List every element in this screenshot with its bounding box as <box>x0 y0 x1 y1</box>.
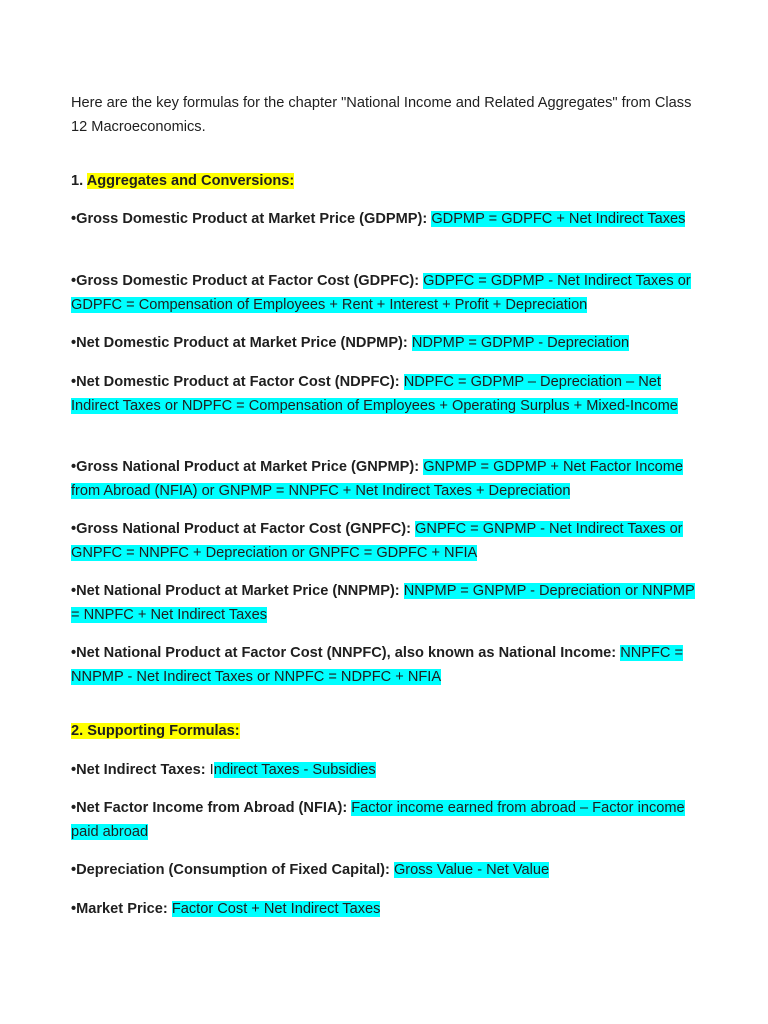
formula-gnpmp <box>71 455 703 503</box>
section-2-heading <box>71 719 703 743</box>
formula-label: •Net Domestic Product at Market Price (NDPMP): <box>71 335 412 351</box>
formula-label: •Gross Domestic Product at Market Price (GDPMP): <box>71 211 432 227</box>
section-1-number: 1. <box>71 173 87 189</box>
formula-gdpfc <box>71 269 703 317</box>
formula-gnpfc <box>71 517 703 565</box>
formula-label: •Depreciation (Consumption of Fixed Capital): <box>71 862 394 878</box>
formula-label: •Gross National Product at Market Price (GNPMP): <box>71 459 424 475</box>
section-2-title: 2. Supporting Formulas: <box>71 723 240 739</box>
formula-gdpmp <box>71 207 703 231</box>
formula-label: •Net National Product at Market Price (NNPMP): <box>71 583 404 599</box>
formula-ndpmp <box>71 331 703 355</box>
formula-nfia <box>71 796 703 844</box>
intro-paragraph: Here are the key formulas for the chapter "National Income and Related Aggregates" from Class 12 Macroeconomics. <box>71 95 692 135</box>
formula-text: GDPMP = GDPFC + Net Indirect Taxes <box>431 211 686 227</box>
section-1-title: Aggregates and Conversions: <box>86 173 295 189</box>
formula-net-indirect-taxes <box>71 758 703 782</box>
formula-market-price <box>71 897 703 921</box>
formula-prefix: I <box>209 762 214 778</box>
formula-label: •Market Price: <box>71 901 172 917</box>
formula-text: NDPFC = GDPMP – Depreciation – Net Indirect Taxes or NDPFC = Compensation of Employees + Operating Surplus + Mixed-Income <box>71 374 678 414</box>
formula-nnpfc <box>71 641 703 689</box>
formula-label: •Gross National Product at Factor Cost (GNPFC): <box>71 521 416 537</box>
formula-ndpfc <box>71 370 703 418</box>
formula-nnpmp <box>71 579 703 627</box>
formula-text: Factor Cost + Net Indirect Taxes <box>171 901 381 917</box>
formula-text: ndirect Taxes - Subsidies <box>213 762 376 778</box>
formula-text: GNPFC = GNPMP - Net Indirect Taxes or GNPFC = NNPFC + Depreciation or GNPFC = GDPFC + NFIA <box>71 521 683 561</box>
formula-text: NDPMP = GDPMP - Depreciation <box>411 335 630 351</box>
formula-text: Factor income earned from abroad – Factor income paid abroad <box>71 800 685 840</box>
formula-depreciation <box>71 858 703 882</box>
formula-text: GNPMP = GDPMP + Net Factor Income from Abroad (NFIA) or GNPMP = NNPFC + Net Indirect Taxes + Depreciation <box>71 459 684 499</box>
formula-text: Gross Value - Net Value <box>393 862 550 878</box>
formula-label: •Net Domestic Product at Factor Cost (NDPFC): <box>71 374 404 390</box>
formula-label: •Net Indirect Taxes: <box>71 762 210 778</box>
formula-label: •Gross Domestic Product at Factor Cost (GDPFC): <box>71 273 424 289</box>
formula-text: GDPFC = GDPMP - Net Indirect Taxes or GDPFC = Compensation of Employees + Rent + Interest + Profit + Depreciation <box>71 273 691 313</box>
formula-text: NNPFC = NNPMP - Net Indirect Taxes or NNPFC = NDPFC + NFIA <box>71 645 684 685</box>
formula-label: •Net National Product at Factor Cost (NNPFC), also known as National Income: <box>71 645 621 661</box>
section-1-heading <box>71 169 703 193</box>
formula-label: •Net Factor Income from Abroad (NFIA): <box>71 800 352 816</box>
formula-text: NNPMP = GNPMP - Depreciation or NNPMP = NNPFC + Net Indirect Taxes <box>71 583 695 623</box>
